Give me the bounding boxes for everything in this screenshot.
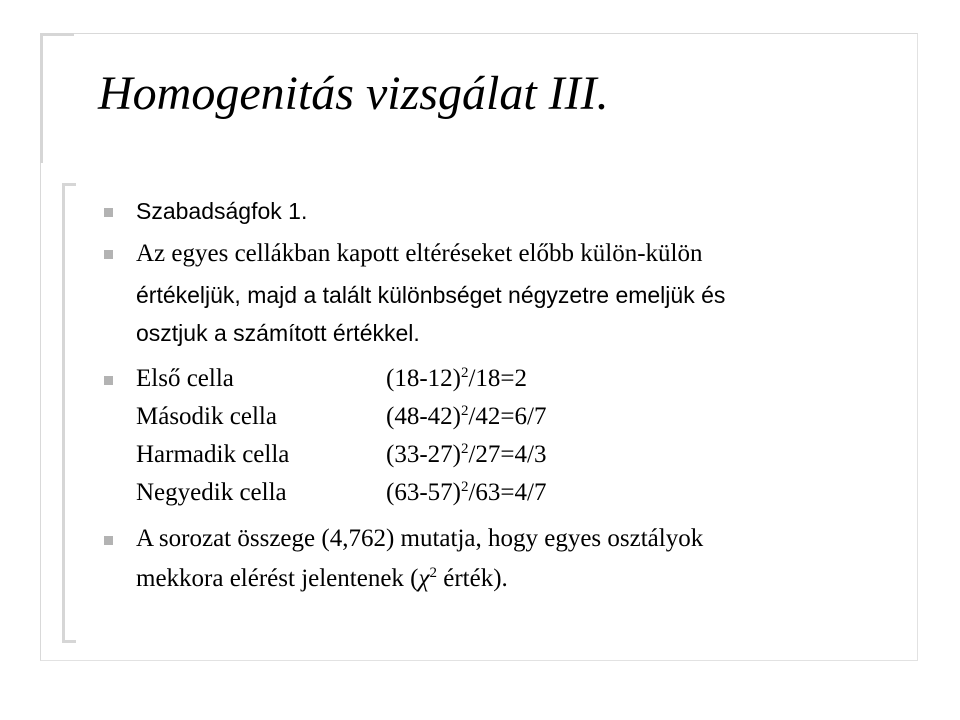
- bullet-intro-line2: értékeljük, majd a talált különbséget négyzetre emeljük és: [136, 282, 726, 308]
- cell-result: /27=4/3: [468, 441, 547, 468]
- bullet-freedom: Szabadságfok 1.: [136, 198, 308, 224]
- cell-exponent: 2: [460, 403, 469, 419]
- cell-expr: (18-12): [386, 365, 461, 392]
- cell-row: [136, 474, 546, 512]
- slide-title: Homogenitás vizsgálat III.: [98, 67, 609, 120]
- bullet-intro-line3: osztjuk a számított értékkel.: [136, 320, 420, 346]
- cell-exponent: 2: [460, 479, 469, 495]
- cell-expr: (48-42): [386, 403, 461, 430]
- cell-name: Harmadik cella: [136, 441, 290, 468]
- cell-expr: (33-27): [386, 441, 461, 468]
- bullet-intro-line1: Az egyes cellákban kapott eltéréseket előbb külön-külön: [136, 240, 703, 267]
- cell-exponent: 2: [460, 365, 469, 381]
- cell-result: /42=6/7: [468, 403, 547, 430]
- bullet-summary-line1: A sorozat összege (4,762) mutatja, hogy egyes osztályok: [136, 525, 704, 552]
- cell-result: /63=4/7: [468, 479, 547, 506]
- bullet-marker: [104, 208, 113, 217]
- summary-text-a: mekkora elérést jelentenek (: [136, 565, 419, 592]
- frame-inner-top-tick: [62, 183, 76, 186]
- cell-row: [136, 360, 527, 398]
- bullet-summary-line2: [136, 560, 508, 598]
- summary-text-b: érték).: [437, 565, 508, 592]
- cell-name: Negyedik cella: [136, 479, 287, 506]
- chi-exponent: 2: [429, 565, 437, 581]
- bullet-marker: [104, 250, 113, 259]
- bullet-marker: [104, 376, 113, 385]
- cell-row: [136, 398, 546, 436]
- frame-inner-bar: [62, 183, 65, 643]
- frame-accent-left: [40, 33, 43, 163]
- cell-result: /18=2: [468, 365, 528, 392]
- bullet-marker: [104, 536, 113, 545]
- cell-name: Első cella: [136, 365, 234, 392]
- frame-accent-top: [40, 33, 74, 36]
- chi-symbol: χ: [418, 565, 430, 592]
- cell-row: [136, 436, 546, 474]
- frame-inner-bottom-tick: [62, 640, 76, 643]
- cell-exponent: 2: [460, 441, 469, 457]
- cell-name: Második cella: [136, 403, 277, 430]
- cell-expr: (63-57): [386, 479, 461, 506]
